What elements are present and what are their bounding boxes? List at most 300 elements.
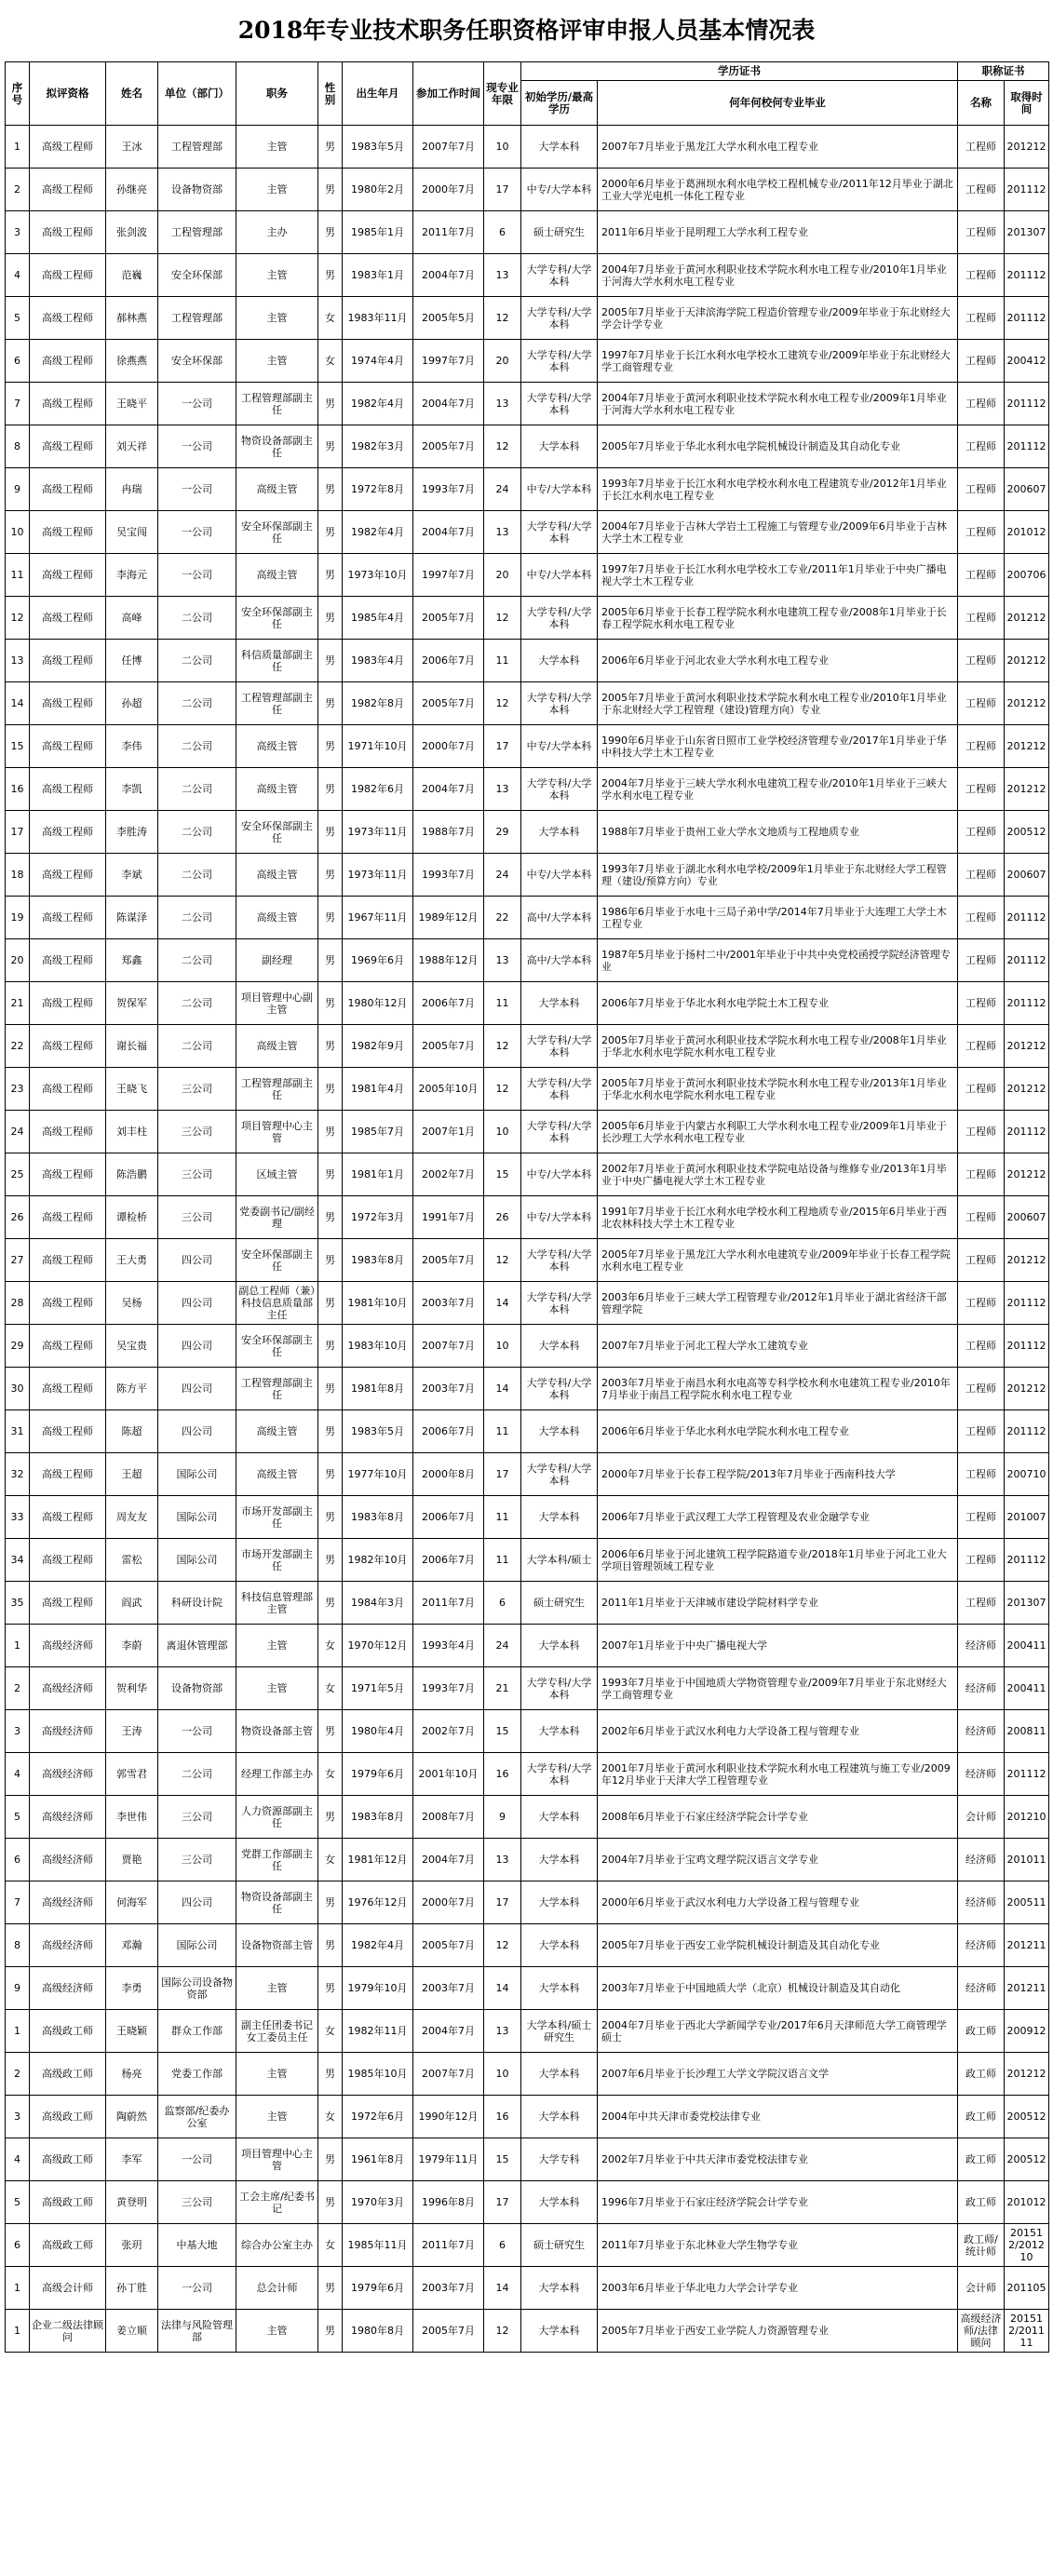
cell-work-start: 2005年7月: [413, 425, 484, 468]
cell-no: 12: [6, 597, 30, 640]
cell-gender: 男: [318, 2053, 343, 2096]
table-row: [6, 425, 1049, 468]
cell-position: 主管: [236, 2096, 318, 2138]
cell-work-start: 2005年7月: [413, 1239, 484, 1282]
cell-work-start: 2004年7月: [413, 511, 484, 554]
cell-gender: 男: [318, 982, 343, 1025]
cell-years: 13: [484, 254, 521, 297]
cell-years: 10: [484, 126, 521, 169]
cell-years: 17: [484, 169, 521, 211]
cell-position: 主管: [236, 1967, 318, 2010]
cell-name: 王晓平: [106, 383, 158, 425]
cell-qual: 高级工程师: [30, 1496, 106, 1539]
cell-cert-time: 201212: [1005, 1153, 1049, 1196]
cell-position: 综合办公室主办: [236, 2224, 318, 2267]
cell-work-start: 1997年7月: [413, 554, 484, 597]
col-years-header: 现专业年限: [484, 62, 521, 126]
cell-cert-time: 201112: [1005, 425, 1049, 468]
cell-name: 李海元: [106, 554, 158, 597]
table-row: [6, 1496, 1049, 1539]
cell-unit: 二公司: [158, 897, 236, 939]
cell-position: 科技信息管理部主管: [236, 1582, 318, 1625]
cell-years: 24: [484, 854, 521, 897]
cell-edu-detail: 2005年7月毕业于黑龙江大学水利水电建筑专业/2009年毕业于长春工程学院水利水电工程专业: [598, 1239, 958, 1282]
cell-gender: 男: [318, 1582, 343, 1625]
table-row: [6, 1710, 1049, 1753]
cell-no: 31: [6, 1410, 30, 1453]
cell-position: 工程管理部副主任: [236, 682, 318, 725]
cell-position: 设备物资部主管: [236, 1924, 318, 1967]
cell-qual: 高级经济师: [30, 1924, 106, 1967]
table-row: [6, 1025, 1049, 1068]
cell-work-start: 2003年7月: [413, 1368, 484, 1410]
cell-years: 17: [484, 2181, 521, 2224]
table-row: [6, 1453, 1049, 1496]
cell-no: 1: [6, 1625, 30, 1667]
cell-birth: 1983年8月: [343, 1239, 413, 1282]
cell-name: 邓瀚: [106, 1924, 158, 1967]
cell-birth: 1971年10月: [343, 725, 413, 768]
cell-edu-level: 大学本科: [521, 640, 598, 682]
table-row: [6, 1196, 1049, 1239]
cell-work-start: 2004年7月: [413, 254, 484, 297]
cell-qual: 高级工程师: [30, 1453, 106, 1496]
cell-no: 3: [6, 2096, 30, 2138]
cell-birth: 1977年10月: [343, 1453, 413, 1496]
cell-position: 高级主管: [236, 854, 318, 897]
cell-cert-name: 经济师: [958, 1881, 1005, 1924]
cell-gender: 男: [318, 1881, 343, 1924]
cell-cert-name: 工程师: [958, 1153, 1005, 1196]
table-row: [6, 2096, 1049, 2138]
cell-cert-name: 工程师: [958, 982, 1005, 1025]
cell-edu-level: 高中/大学本科: [521, 897, 598, 939]
cell-position: 工程管理部副主任: [236, 383, 318, 425]
cell-edu-detail: 2004年7月毕业于黄河水利职业技术学院水利水电工程专业/2009年1月毕业于河海大学水利水电工程专业: [598, 383, 958, 425]
cell-cert-name: 工程师: [958, 1539, 1005, 1582]
cell-cert-time: 200512: [1005, 2138, 1049, 2181]
cell-birth: 1976年12月: [343, 1881, 413, 1924]
cell-name: 王晓飞: [106, 1068, 158, 1111]
cell-no: 35: [6, 1582, 30, 1625]
cell-name: 陈方平: [106, 1368, 158, 1410]
cell-cert-name: 工程师: [958, 897, 1005, 939]
table-row: [6, 811, 1049, 854]
cell-no: 29: [6, 1325, 30, 1368]
cell-edu-level: 大学专科/大学本科: [521, 1111, 598, 1153]
cell-cert-time: 201112: [1005, 1325, 1049, 1368]
cell-unit: 设备物资部: [158, 169, 236, 211]
cell-qual: 高级工程师: [30, 1239, 106, 1282]
cell-gender: 女: [318, 1839, 343, 1881]
cell-qual: 高级工程师: [30, 1196, 106, 1239]
cell-gender: 男: [318, 1068, 343, 1111]
cell-edu-detail: 2011年6月毕业于昆明理工大学水利工程专业: [598, 211, 958, 254]
cell-gender: 男: [318, 1967, 343, 2010]
cell-name: 吴宝闯: [106, 511, 158, 554]
cell-birth: 1969年6月: [343, 939, 413, 982]
cell-cert-name: 工程师: [958, 1239, 1005, 1282]
cell-cert-name: 工程师: [958, 1368, 1005, 1410]
cell-cert-time: 201212: [1005, 725, 1049, 768]
cell-gender: 男: [318, 1539, 343, 1582]
cell-edu-detail: 1990年6月毕业于山东省日照市工业学校经济管理专业/2017年1月毕业于华中科技大学土木工程专业: [598, 725, 958, 768]
cell-edu-detail: 2004年7月毕业于三峡大学水利水电建筑工程专业/2010年1月毕业于三峡大学水利水电工程专业: [598, 768, 958, 811]
cell-birth: 1983年11月: [343, 297, 413, 340]
cell-years: 12: [484, 1239, 521, 1282]
cell-work-start: 2006年7月: [413, 1410, 484, 1453]
cell-birth: 1981年12月: [343, 1839, 413, 1881]
cell-work-start: 2006年7月: [413, 982, 484, 1025]
cell-edu-detail: 1991年7月毕业于长江水利水电学校水利工程地质专业/2015年6月毕业于西北农林科技大学土木工程专业: [598, 1196, 958, 1239]
cell-edu-level: 大学专科/大学本科: [521, 682, 598, 725]
cell-birth: 1970年12月: [343, 1625, 413, 1667]
cell-work-start: 2007年1月: [413, 1111, 484, 1153]
cell-work-start: 2003年7月: [413, 1282, 484, 1325]
cell-work-start: 1979年11月: [413, 2138, 484, 2181]
cell-edu-level: 大学本科: [521, 1496, 598, 1539]
cell-edu-detail: 2008年6月毕业于石家庄经济学院会计学专业: [598, 1796, 958, 1839]
cell-edu-level: 大学本科: [521, 1967, 598, 2010]
cell-years: 11: [484, 640, 521, 682]
cell-no: 2: [6, 2053, 30, 2096]
cell-work-start: 2005年5月: [413, 297, 484, 340]
cell-name: 陶蔚然: [106, 2096, 158, 2138]
cell-unit: 科研设计院: [158, 1582, 236, 1625]
cell-cert-name: 工程师: [958, 1025, 1005, 1068]
table-row: [6, 1839, 1049, 1881]
cell-position: 安全环保部副主任: [236, 1325, 318, 1368]
cell-years: 20: [484, 554, 521, 597]
table-row: [6, 2010, 1049, 2053]
cell-cert-name: 工程师: [958, 383, 1005, 425]
cell-no: 2: [6, 169, 30, 211]
cell-cert-time: 201007: [1005, 1496, 1049, 1539]
cell-no: 4: [6, 2138, 30, 2181]
cell-name: 孙超: [106, 682, 158, 725]
cell-unit: 一公司: [158, 425, 236, 468]
cell-no: 7: [6, 383, 30, 425]
cell-gender: 男: [318, 1453, 343, 1496]
cell-cert-name: 工程师: [958, 1410, 1005, 1453]
cell-qual: 高级工程师: [30, 1068, 106, 1111]
cell-edu-detail: 2004年7月毕业于黄河水利职业技术学院水利水电工程专业/2010年1月毕业于河海大学水利水电工程专业: [598, 254, 958, 297]
cell-birth: 1972年6月: [343, 2096, 413, 2138]
cell-position: 高级主管: [236, 554, 318, 597]
cell-edu-level: 大学本科: [521, 2310, 598, 2353]
cell-birth: 1982年6月: [343, 768, 413, 811]
cell-cert-time: 200912: [1005, 2010, 1049, 2053]
cell-years: 6: [484, 211, 521, 254]
cell-gender: 男: [318, 2138, 343, 2181]
cell-unit: 二公司: [158, 682, 236, 725]
cell-unit: 设备物资部: [158, 1667, 236, 1710]
cell-name: 陈谋泽: [106, 897, 158, 939]
cell-position: 副总工程师（兼）科技信息质量部主任: [236, 1282, 318, 1325]
cell-position: 主管: [236, 1625, 318, 1667]
cell-position: 物资设备部副主任: [236, 425, 318, 468]
cell-position: 安全环保部副主任: [236, 597, 318, 640]
cell-edu-detail: 2007年7月毕业于河北工程大学水工建筑专业: [598, 1325, 958, 1368]
cell-name: 任博: [106, 640, 158, 682]
cell-name: 吴宝贵: [106, 1325, 158, 1368]
cell-work-start: 2003年7月: [413, 2267, 484, 2310]
cell-no: 5: [6, 2181, 30, 2224]
col-edu-level-header: 初始学历/最高学历: [521, 81, 598, 126]
cell-work-start: 1988年7月: [413, 811, 484, 854]
cell-qual: 高级政工师: [30, 2053, 106, 2096]
cell-edu-level: 中专/大学本科: [521, 854, 598, 897]
cell-position: 高级主管: [236, 468, 318, 511]
cell-edu-detail: 2004年7月毕业于宝鸡文理学院汉语言文学专业: [598, 1839, 958, 1881]
cell-gender: 男: [318, 1025, 343, 1068]
table-row: [6, 1796, 1049, 1839]
cell-birth: 1983年5月: [343, 1410, 413, 1453]
cell-work-start: 1996年8月: [413, 2181, 484, 2224]
cell-qual: 高级工程师: [30, 1539, 106, 1582]
cell-qual: 高级工程师: [30, 554, 106, 597]
cell-no: 28: [6, 1282, 30, 1325]
col-position-header: 职务: [236, 62, 318, 126]
cell-unit: 二公司: [158, 640, 236, 682]
cell-qual: 高级工程师: [30, 1368, 106, 1410]
cell-edu-level: 大学专科/大学本科: [521, 1025, 598, 1068]
cell-edu-detail: 2011年1月毕业于天津城市建设学院材料学专业: [598, 1582, 958, 1625]
cell-years: 12: [484, 597, 521, 640]
table-row: [6, 2053, 1049, 2096]
cell-birth: 1972年8月: [343, 468, 413, 511]
cell-unit: 四公司: [158, 1368, 236, 1410]
cell-work-start: 2007年7月: [413, 126, 484, 169]
table-row: [6, 1111, 1049, 1153]
cell-cert-time: 200512: [1005, 2096, 1049, 2138]
cell-name: 王大勇: [106, 1239, 158, 1282]
cell-no: 4: [6, 254, 30, 297]
cell-qual: 高级工程师: [30, 1282, 106, 1325]
cell-position: 党群工作部副主任: [236, 1839, 318, 1881]
cell-edu-detail: 2005年7月毕业于西安工业学院人力资源管理专业: [598, 2310, 958, 2353]
cell-unit: 法律与风险管理部: [158, 2310, 236, 2353]
cell-unit: 国际公司: [158, 1453, 236, 1496]
cell-position: 项目管理中心副主管: [236, 982, 318, 1025]
cell-gender: 女: [318, 2224, 343, 2267]
cell-gender: 男: [318, 169, 343, 211]
cell-no: 1: [6, 2010, 30, 2053]
cell-cert-name: 政工师/统计师: [958, 2224, 1005, 2267]
cell-work-start: 2000年7月: [413, 1881, 484, 1924]
cell-work-start: 2005年7月: [413, 1025, 484, 1068]
cell-gender: 女: [318, 297, 343, 340]
table-row: [6, 939, 1049, 982]
cell-position: 高级主管: [236, 768, 318, 811]
col-no-header: 序号: [6, 62, 30, 126]
cell-no: 16: [6, 768, 30, 811]
cell-edu-detail: 2007年1月毕业于中央广播电视大学: [598, 1625, 958, 1667]
cell-birth: 1980年8月: [343, 2310, 413, 2353]
cell-cert-name: 工程师: [958, 1453, 1005, 1496]
cell-no: 13: [6, 640, 30, 682]
cell-qual: 高级政工师: [30, 2181, 106, 2224]
cell-birth: 1980年4月: [343, 1710, 413, 1753]
cell-name: 张玥: [106, 2224, 158, 2267]
cell-work-start: 2011年7月: [413, 2224, 484, 2267]
cell-edu-level: 大学专科/大学本科: [521, 1667, 598, 1710]
cell-cert-time: 201307: [1005, 211, 1049, 254]
cell-qual: 高级工程师: [30, 169, 106, 211]
cell-edu-level: 大学本科: [521, 982, 598, 1025]
table-row: [6, 1625, 1049, 1667]
cell-edu-level: 大学本科: [521, 126, 598, 169]
cell-position: 副主任团委书记女工委员主任: [236, 2010, 318, 2053]
cell-work-start: 2006年7月: [413, 1496, 484, 1539]
col-birth-header: 出生年月: [343, 62, 413, 126]
cell-unit: 三公司: [158, 1196, 236, 1239]
cell-no: 25: [6, 1153, 30, 1196]
cell-position: 安全环保部副主任: [236, 511, 318, 554]
cell-cert-name: 工程师: [958, 1325, 1005, 1368]
cell-years: 11: [484, 1539, 521, 1582]
cell-cert-time: 201211: [1005, 1924, 1049, 1967]
cell-work-start: 2008年7月: [413, 1796, 484, 1839]
cell-edu-detail: 2005年7月毕业于黄河水利职业技术学院水利水电工程专业/2010年1月毕业于东北财经大学工程管理（建设)管理方向）专业: [598, 682, 958, 725]
cell-cert-name: 会计师: [958, 1796, 1005, 1839]
cell-no: 1: [6, 2267, 30, 2310]
cell-unit: 国际公司: [158, 1924, 236, 1967]
cell-years: 12: [484, 1068, 521, 1111]
cell-gender: 女: [318, 2096, 343, 2138]
cell-cert-name: 经济师: [958, 1924, 1005, 1967]
cell-birth: 1981年1月: [343, 1153, 413, 1196]
cell-no: 20: [6, 939, 30, 982]
cell-gender: 男: [318, 126, 343, 169]
table-row: [6, 1967, 1049, 2010]
cell-name: 王超: [106, 1453, 158, 1496]
cell-no: 27: [6, 1239, 30, 1282]
cell-cert-time: 201112: [1005, 897, 1049, 939]
cell-position: 项目管理中心主管: [236, 2138, 318, 2181]
cell-cert-name: 经济师: [958, 1625, 1005, 1667]
cell-no: 3: [6, 211, 30, 254]
col-gender-header: 性别: [318, 62, 343, 126]
cell-edu-detail: 2004年7月毕业于吉林大学岩土工程施工与管理专业/2009年6月毕业于吉林大学土木工程专业: [598, 511, 958, 554]
cell-cert-time: 200607: [1005, 854, 1049, 897]
cell-qual: 高级经济师: [30, 1967, 106, 2010]
cell-qual: 高级工程师: [30, 1153, 106, 1196]
cell-no: 8: [6, 425, 30, 468]
cell-qual: 高级工程师: [30, 383, 106, 425]
cell-name: 吴杨: [106, 1282, 158, 1325]
cell-cert-name: 工程师: [958, 211, 1005, 254]
cell-no: 9: [6, 468, 30, 511]
cell-name: 王涛: [106, 1710, 158, 1753]
table-row: [6, 1325, 1049, 1368]
cell-edu-level: 大学专科/大学本科: [521, 511, 598, 554]
cell-birth: 1982年3月: [343, 425, 413, 468]
cell-name: 郭雪君: [106, 1753, 158, 1796]
cell-name: 谢长福: [106, 1025, 158, 1068]
cell-edu-detail: 2003年7月毕业于南昌水利水电高等专科学校水利水电建筑工程专业/2010年7月毕业于南昌工程学院水利水电工程专业: [598, 1368, 958, 1410]
cell-cert-time: 201212: [1005, 768, 1049, 811]
cell-name: 谭检桥: [106, 1196, 158, 1239]
cell-work-start: 2005年10月: [413, 1068, 484, 1111]
cell-qual: 高级工程师: [30, 939, 106, 982]
cell-birth: 1985年11月: [343, 2224, 413, 2267]
cell-qual: 高级工程师: [30, 425, 106, 468]
cell-position: 总会计师: [236, 2267, 318, 2310]
cell-cert-time: 201112: [1005, 297, 1049, 340]
cell-gender: 男: [318, 640, 343, 682]
cell-edu-level: 大学专科/大学本科: [521, 768, 598, 811]
cell-unit: 三公司: [158, 1796, 236, 1839]
cell-years: 13: [484, 2010, 521, 2053]
cell-unit: 四公司: [158, 1239, 236, 1282]
cell-edu-detail: 2007年7月毕业于黑龙江大学水利水电工程专业: [598, 126, 958, 169]
cell-position: 市场开发部副主任: [236, 1496, 318, 1539]
cell-unit: 二公司: [158, 811, 236, 854]
cell-cert-time: 201112: [1005, 1111, 1049, 1153]
cell-position: 主管: [236, 126, 318, 169]
cell-qual: 高级经济师: [30, 1881, 106, 1924]
cell-work-start: 2004年7月: [413, 2010, 484, 2053]
cell-cert-name: 经济师: [958, 1967, 1005, 2010]
cell-gender: 男: [318, 1496, 343, 1539]
cell-gender: 男: [318, 854, 343, 897]
cell-unit: 二公司: [158, 725, 236, 768]
cell-years: 11: [484, 1410, 521, 1453]
cell-gender: 男: [318, 1239, 343, 1282]
cell-gender: 男: [318, 1368, 343, 1410]
cell-cert-name: 政工师: [958, 2181, 1005, 2224]
cell-no: 5: [6, 297, 30, 340]
cell-no: 5: [6, 1796, 30, 1839]
cell-qual: 高级工程师: [30, 725, 106, 768]
cell-years: 16: [484, 2096, 521, 2138]
table-row: [6, 554, 1049, 597]
cell-edu-level: 中专/大学本科: [521, 725, 598, 768]
cell-edu-level: 中专/大学本科: [521, 468, 598, 511]
cell-gender: 男: [318, 468, 343, 511]
cell-cert-name: 工程师: [958, 1111, 1005, 1153]
cell-unit: 三公司: [158, 1153, 236, 1196]
cell-cert-time: 201212: [1005, 1068, 1049, 1111]
cell-birth: 1979年6月: [343, 2267, 413, 2310]
cell-work-start: 2002年7月: [413, 1153, 484, 1196]
cell-gender: 男: [318, 811, 343, 854]
cell-edu-level: 大学本科: [521, 1325, 598, 1368]
cell-edu-level: 大学专科/大学本科: [521, 1282, 598, 1325]
table-row: [6, 211, 1049, 254]
cell-edu-level: 大学本科/硕士: [521, 1539, 598, 1582]
cell-cert-name: 工程师: [958, 682, 1005, 725]
cell-work-start: 2005年7月: [413, 682, 484, 725]
cell-position: 主管: [236, 254, 318, 297]
table-row: [6, 254, 1049, 297]
cell-edu-level: 大学专科/大学本科: [521, 597, 598, 640]
cell-cert-time: 201112: [1005, 169, 1049, 211]
cell-gender: 男: [318, 211, 343, 254]
cell-cert-time: 201212: [1005, 126, 1049, 169]
cell-unit: 二公司: [158, 1025, 236, 1068]
cell-cert-name: 经济师: [958, 1753, 1005, 1796]
cell-birth: 1984年3月: [343, 1582, 413, 1625]
cell-birth: 1980年12月: [343, 982, 413, 1025]
table-row: [6, 1539, 1049, 1582]
cell-qual: 高级会计师: [30, 2267, 106, 2310]
cell-qual: 高级工程师: [30, 682, 106, 725]
cell-years: 20: [484, 340, 521, 383]
cell-edu-level: 大学本科: [521, 1796, 598, 1839]
cell-years: 13: [484, 511, 521, 554]
